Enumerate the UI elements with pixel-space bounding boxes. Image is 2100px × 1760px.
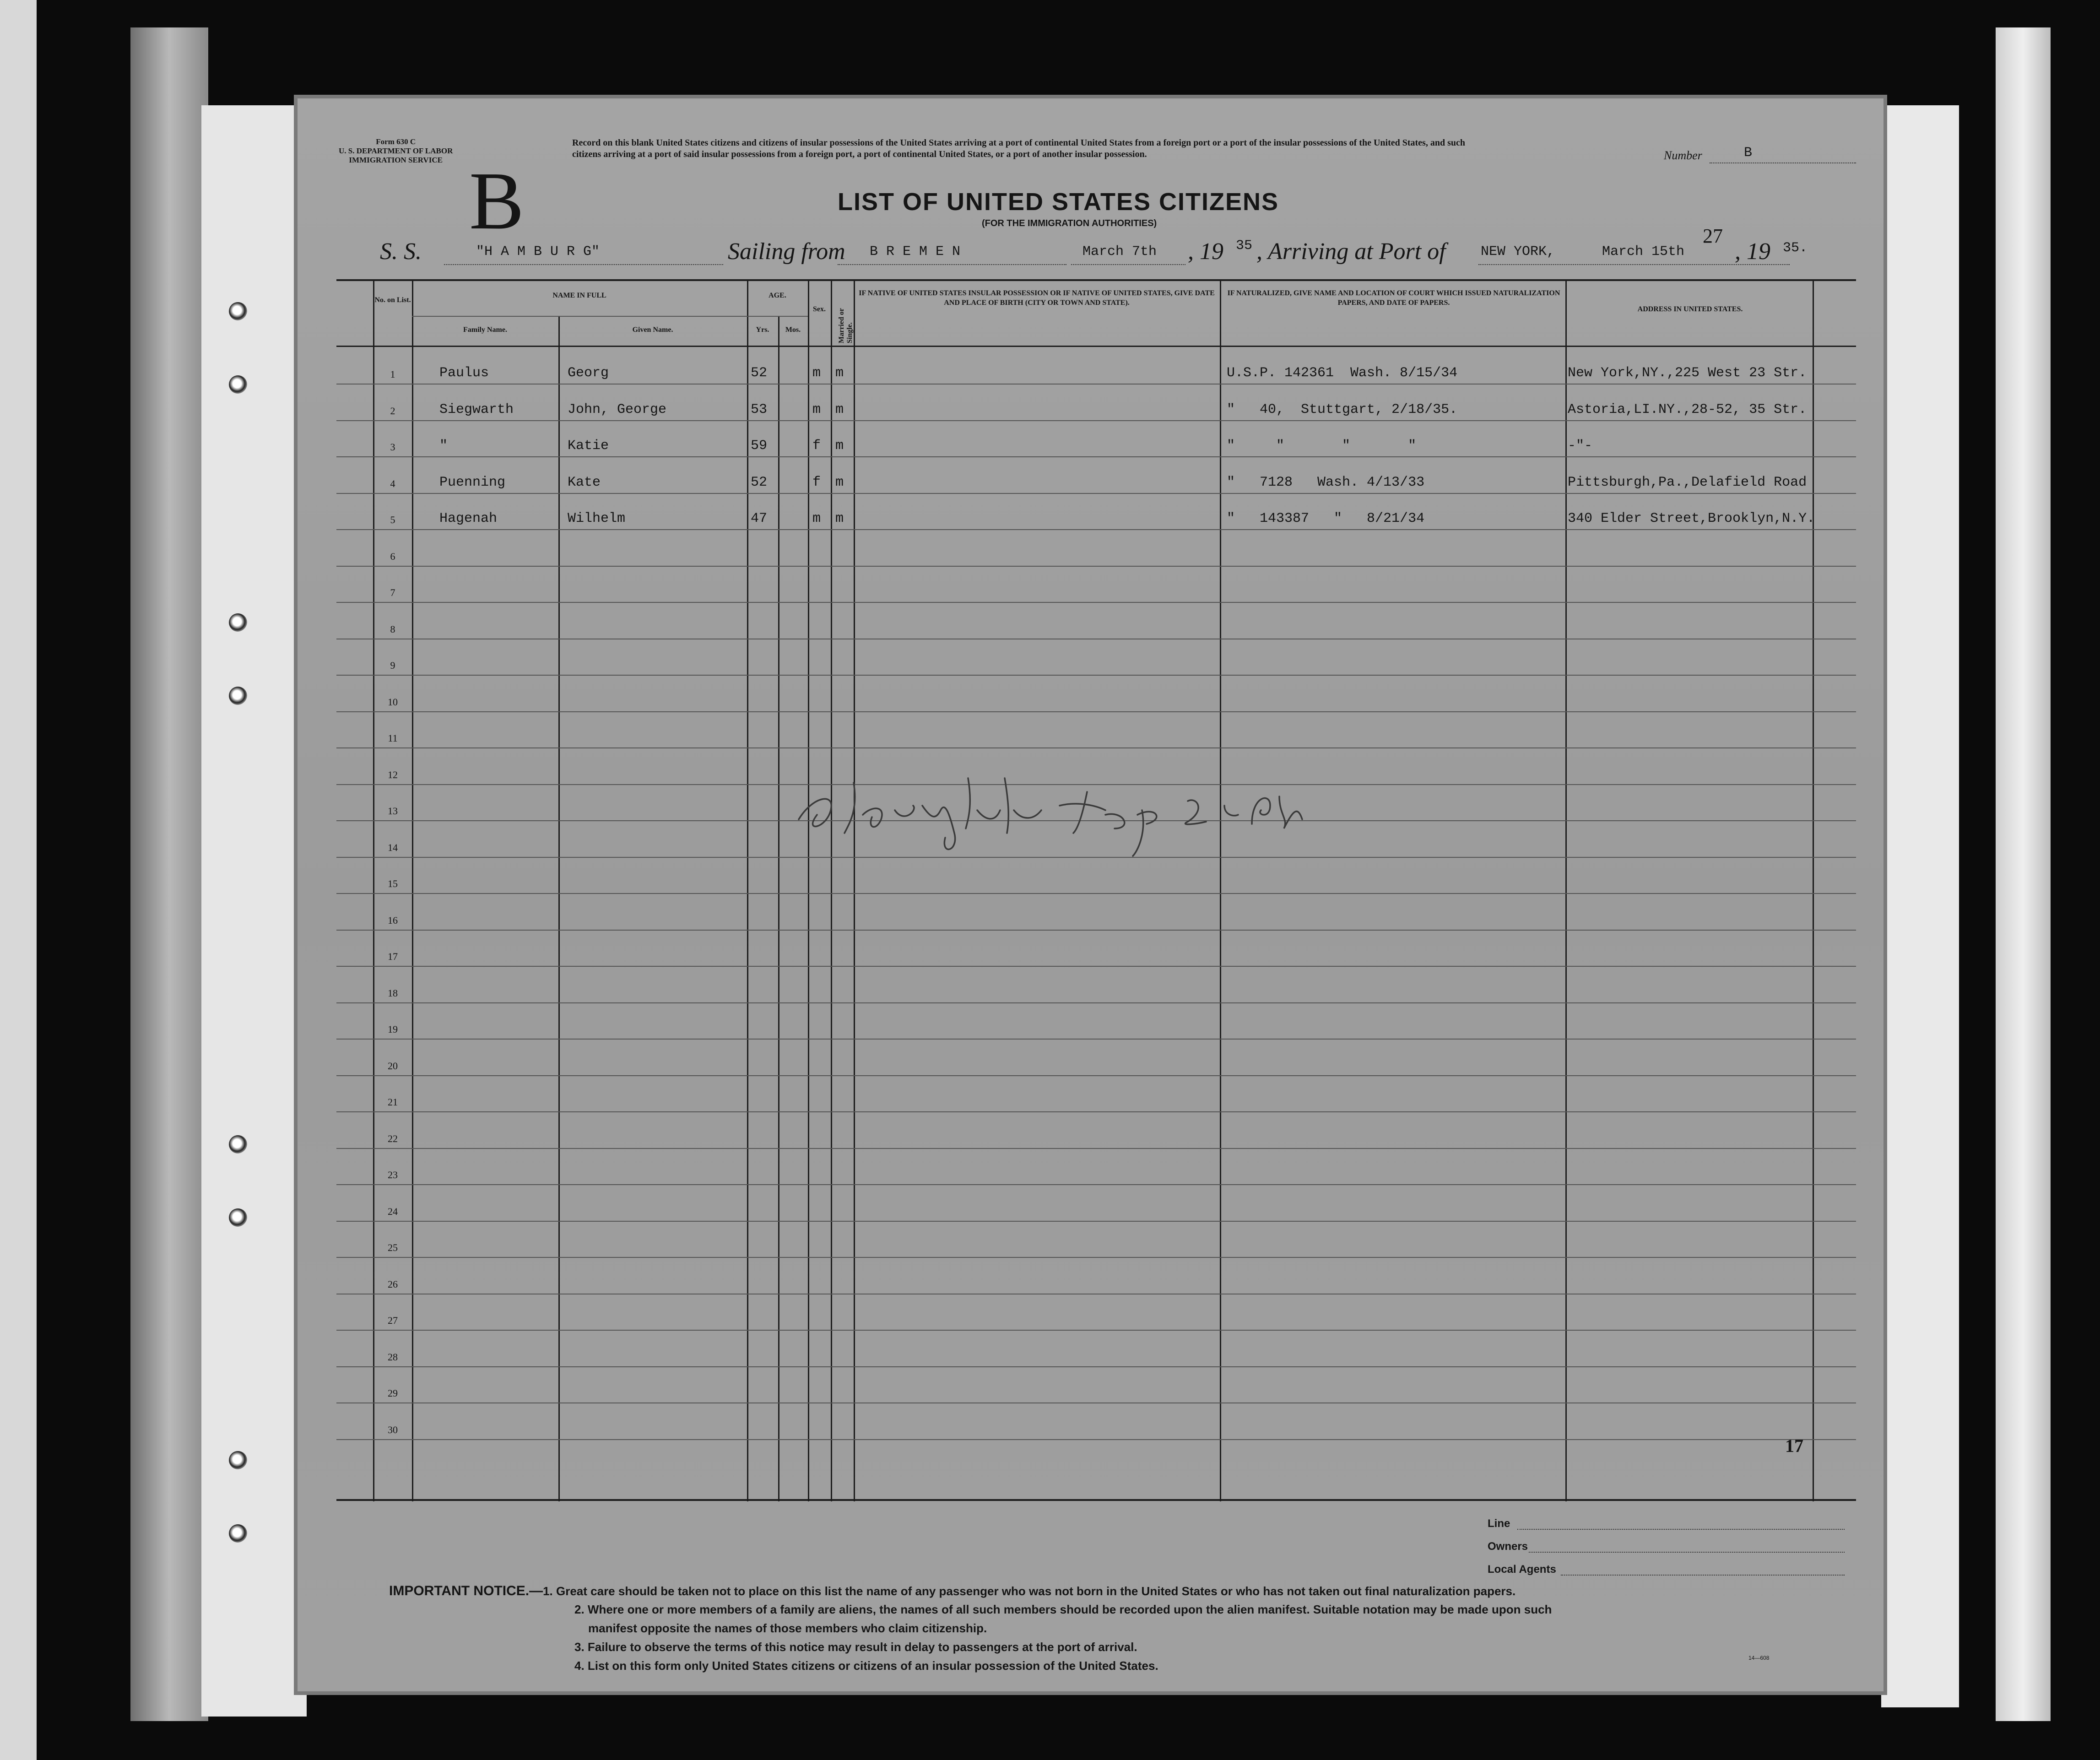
punch-hole (229, 375, 247, 394)
row-number: 5 (390, 514, 395, 525)
right-page-edge (1996, 27, 2051, 1721)
sex-cell: m (812, 511, 821, 526)
owners-underline (1529, 1552, 1845, 1553)
marital-status-cell: m (835, 401, 844, 417)
age-cell: 52 (751, 365, 768, 381)
row-number: 14 (388, 841, 398, 853)
ss-label: S. S. (380, 238, 422, 265)
sex-cell: f (812, 438, 821, 454)
table-top-border (336, 279, 1856, 281)
sex-cell: m (812, 401, 821, 417)
arrival-year-prefix: , 19 (1735, 238, 1770, 265)
header-no-on-list: No. on List. (374, 296, 411, 304)
arrival-date: March 15th (1602, 244, 1685, 260)
punch-hole (229, 1208, 247, 1227)
address-cell: Pittsburgh,Pa.,Delafield Road (1568, 474, 1807, 490)
row-number: 12 (388, 769, 398, 780)
row-rule (336, 1221, 1856, 1222)
row-rule (336, 1184, 1856, 1185)
arriving-at-port-label: , Arriving at Port of (1256, 238, 1446, 265)
row-rule (336, 930, 1856, 931)
header-name-in-full: NAME IN FULL (552, 292, 606, 299)
departure-port-underline (838, 264, 1066, 265)
row-number: 10 (388, 696, 398, 708)
row-rule (336, 493, 1856, 494)
row-rule (336, 420, 1856, 421)
col-line (831, 279, 832, 1501)
address-cell: New York,NY.,225 West 23 Str. (1568, 365, 1807, 381)
col-line (1565, 279, 1567, 1501)
row-number: 16 (388, 914, 398, 926)
naturalization-cell: " " " " (1227, 438, 1417, 454)
page-title: LIST OF UNITED STATES CITIZENS (838, 188, 1279, 216)
row-number: 21 (388, 1096, 398, 1108)
row-rule (336, 602, 1856, 603)
header-naturalized: IF NATURALIZED, GIVE NAME AND LOCATION OF COURT WHICH ISSUED NATURALIZATION PAPERS, AND DATE OF PAPERS. (1227, 289, 1560, 307)
marital-status-cell: m (835, 511, 844, 526)
list-letter: B (469, 155, 525, 246)
col-line (808, 279, 809, 1501)
sex-cell: f (812, 474, 821, 490)
notice-item-4: 4. List on this form only United States citizens or citizens of an insular possession of the United States. (574, 1659, 1158, 1673)
row-number: 1 (390, 368, 395, 380)
marital-status-cell: m (835, 438, 844, 454)
col-line (1813, 279, 1814, 1501)
row-rule (336, 675, 1856, 676)
given-name-cell: Katie (568, 438, 609, 454)
address-cell: -"- (1568, 438, 1593, 454)
col-line (1220, 279, 1221, 1501)
marital-status-cell: m (835, 365, 844, 381)
header-months: Mos. (785, 326, 801, 334)
row-number: 22 (388, 1132, 398, 1144)
row-number: 19 (388, 1024, 398, 1035)
row-number: 4 (390, 477, 395, 489)
sailing-date: March 7th (1082, 244, 1157, 260)
given-name-cell: Wilhelm (568, 511, 626, 526)
sex-cell: m (812, 365, 821, 381)
address-cell: Astoria,LI.NY.,28-52, 35 Str. (1568, 401, 1807, 417)
punch-hole (229, 1524, 247, 1543)
given-name-cell: Georg (568, 365, 609, 381)
arrival-port: NEW YORK, (1481, 244, 1555, 260)
right-white-margin (1881, 105, 1959, 1707)
row-number: 17 (388, 951, 398, 962)
left-film-strip (0, 0, 37, 1760)
row-rule (336, 966, 1856, 967)
notice-item-1: 1. Great care should be taken not to place on this list the name of any passenger who was not born in the United States or who has not taken out final naturalization papers. (543, 1584, 1516, 1598)
row-rule (336, 711, 1856, 712)
department-name: U. S. DEPARTMENT OF LABOR (339, 146, 453, 155)
row-rule (336, 456, 1856, 457)
service-name: IMMIGRATION SERVICE (349, 156, 443, 164)
col-line (747, 279, 748, 1501)
arrival-day-correction: 27 (1703, 225, 1723, 247)
age-cell: 47 (751, 511, 768, 526)
ship-name: "H A M B U R G" (476, 244, 600, 260)
line-label: Line (1488, 1517, 1510, 1530)
col-line (558, 316, 560, 1501)
row-number: 18 (388, 987, 398, 999)
number-label: Number (1664, 149, 1702, 162)
header-given-name: Given Name. (632, 326, 673, 334)
punch-hole (229, 302, 247, 320)
header-sex: Sex. (813, 305, 826, 313)
manifest-page (298, 98, 1884, 1691)
naturalization-cell: " 143387 " 8/21/34 (1227, 511, 1425, 526)
row-number: 9 (390, 660, 395, 671)
header-married-or-single: Married or Single. (838, 308, 854, 343)
arrival-year: 35. (1783, 240, 1808, 256)
row-number: 28 (388, 1351, 398, 1363)
header-age: AGE. (769, 292, 786, 299)
left-white-margin (201, 105, 307, 1717)
row-rule (336, 1039, 1856, 1040)
sailing-from-label: Sailing from (728, 238, 845, 265)
row-rule (336, 1075, 1856, 1076)
col-line (854, 279, 855, 1501)
notice-item-2-line-1: 2. Where one or more members of a family are aliens, the names of all such members should be recorded upon the alien manifest. Suitable notation may be made upon such (574, 1603, 1552, 1616)
family-name-cell: Puenning (439, 474, 506, 490)
family-name-cell: Paulus (439, 365, 489, 381)
age-cell: 53 (751, 401, 768, 417)
row-rule (336, 1439, 1856, 1440)
row-rule (336, 566, 1856, 567)
col-line (412, 279, 413, 1501)
row-rule (336, 1257, 1856, 1258)
ship-underline (444, 264, 723, 265)
row-rule (336, 1002, 1856, 1003)
notice-item-2 (574, 1600, 1552, 1675)
sailing-year: 35 (1236, 238, 1253, 254)
row-rule (336, 1111, 1856, 1112)
number-underline (1710, 162, 1856, 163)
important-notice (389, 1581, 1515, 1601)
given-name-cell: John, George (568, 401, 667, 417)
form-code: 14—608 (1748, 1655, 1770, 1661)
row-number: 25 (388, 1242, 398, 1253)
row-number: 20 (388, 1060, 398, 1072)
row-number: 6 (390, 550, 395, 562)
form-number: Form 630 C (376, 137, 416, 146)
row-number: 30 (388, 1424, 398, 1435)
form-identification (339, 137, 453, 165)
row-rule (336, 529, 1856, 530)
name-header-divider (412, 316, 747, 317)
naturalization-cell: " 7128 Wash. 4/13/33 (1227, 474, 1425, 490)
table-bottom-border (336, 1499, 1856, 1501)
naturalization-cell: " 40, Stuttgart, 2/18/35. (1227, 401, 1458, 417)
notice-item-3: 3. Failure to observe the terms of this notice may result in delay to passengers at the port of arrival. (574, 1640, 1137, 1654)
notice-item-2-line-2: manifest opposite the names of those members who claim citizenship. (588, 1621, 987, 1635)
page-subtitle: (FOR THE IMMIGRATION AUTHORITIES) (982, 218, 1157, 228)
passenger-table (336, 279, 1856, 1501)
col-line (778, 316, 779, 1501)
row-number: 24 (388, 1205, 398, 1217)
local-agents-label: Local Agents (1488, 1563, 1556, 1576)
sailing-year-prefix: , 19 (1188, 238, 1223, 265)
notice-title: IMPORTANT NOTICE.— (389, 1583, 543, 1598)
col-line (373, 279, 374, 1501)
given-name-cell: Kate (568, 474, 601, 490)
row-rule (336, 893, 1856, 894)
left-page-edge (130, 27, 208, 1721)
departure-port: B R E M E N (870, 244, 961, 260)
family-name-cell: Hagenah (439, 511, 498, 526)
row-number: 13 (388, 805, 398, 817)
row-number: 11 (388, 732, 398, 744)
page-number: 17 (1785, 1435, 1803, 1456)
row-number: 29 (388, 1387, 398, 1399)
row-rule (336, 1366, 1856, 1367)
row-number: 8 (390, 623, 395, 635)
form-header (298, 98, 1884, 277)
row-number: 2 (390, 405, 395, 417)
header-bottom-border (336, 346, 1856, 347)
sailing-date-underline (1071, 264, 1185, 265)
marital-status-cell: m (835, 474, 844, 490)
row-number: 15 (388, 878, 398, 889)
age-header-divider (747, 316, 808, 317)
owners-label: Owners (1488, 1540, 1528, 1553)
punch-hole (229, 1135, 247, 1153)
row-number: 23 (388, 1169, 398, 1181)
row-number: 7 (390, 587, 395, 598)
family-name-cell: Siegwarth (439, 401, 514, 417)
row-rule (336, 1148, 1856, 1149)
punch-hole (229, 613, 247, 632)
punch-hole (229, 1451, 247, 1469)
punch-hole (229, 687, 247, 705)
row-number: 27 (388, 1315, 398, 1326)
number-value: B (1744, 145, 1753, 161)
header-years: Yrs. (756, 326, 769, 334)
line-underline (1517, 1529, 1845, 1530)
row-rule (336, 1330, 1856, 1331)
header-family-name: Family Name. (463, 326, 507, 334)
row-number: 3 (390, 441, 395, 453)
header-address: ADDRESS IN UNITED STATES. (1637, 305, 1743, 313)
record-instructions: Record on this blank United States citizens and citizens of insular possessions of the United States arriving at a port of continental United States from a foreign port or a port of the insular possessions of the United States, and such citizens arriving at a port of said insular possessions from a foreign port, a port of continental United States, or a port of another insular possession. (572, 138, 1465, 159)
header-insular-native: IF NATIVE OF UNITED STATES INSULAR POSSESSION OR IF NATIVE OF UNITED STATES, GIVE DATE AND PLACE OF BIRTH (CITY OR TOWN AND STATE). (859, 289, 1215, 307)
naturalization-cell: U.S.P. 142361 Wash. 8/15/34 (1227, 365, 1458, 381)
row-number: 26 (388, 1278, 398, 1290)
family-name-cell: " (439, 438, 448, 454)
local-agents-underline (1561, 1575, 1845, 1576)
age-cell: 52 (751, 474, 768, 490)
address-cell: 340 Elder Street,Brooklyn,N.Y. (1568, 511, 1815, 526)
age-cell: 59 (751, 438, 768, 454)
inspector-signature (785, 742, 1311, 861)
